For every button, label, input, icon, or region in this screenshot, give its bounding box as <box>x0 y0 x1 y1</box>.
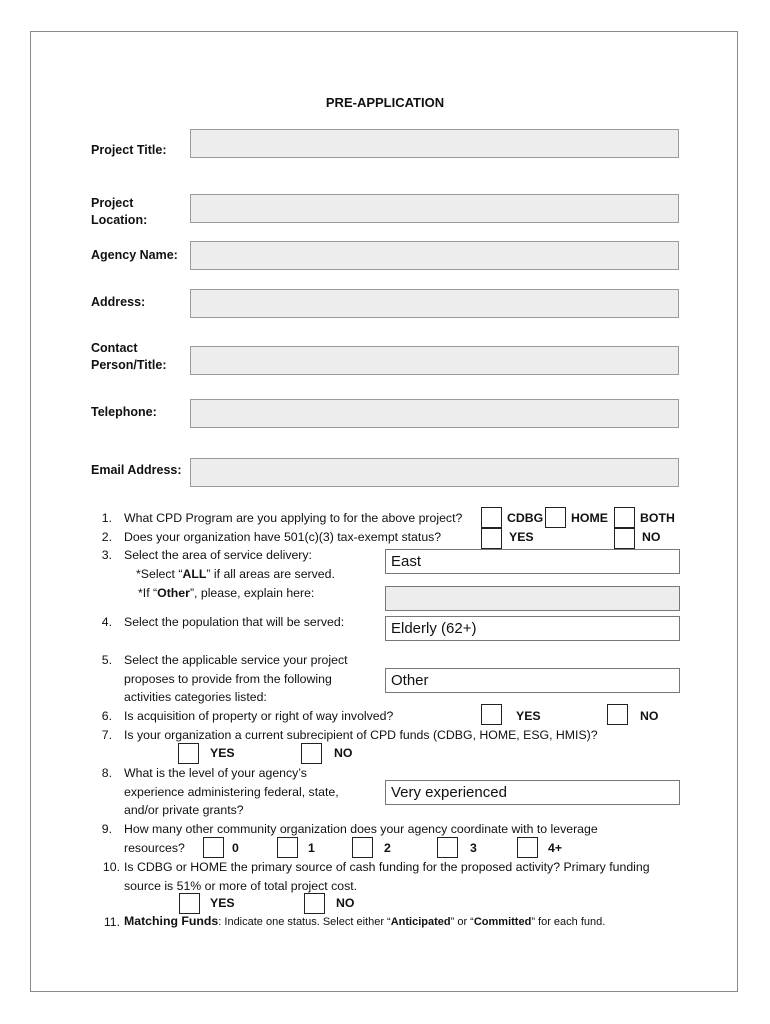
q2-yes-label: YES <box>509 530 534 544</box>
q9-option-3-checkbox[interactable] <box>437 837 458 858</box>
agency-name-input[interactable] <box>190 241 679 270</box>
page-title: PRE-APPLICATION <box>325 95 445 110</box>
q4-text: Select the population that will be served: <box>124 615 345 629</box>
project-title-input[interactable] <box>190 129 679 158</box>
q2-yes-checkbox[interactable] <box>481 528 502 549</box>
q6-number: 6. <box>101 709 112 723</box>
q9-option-0-checkbox[interactable] <box>203 837 224 858</box>
q9-text: How many other community organization does your agency coordinate with to leverage resources? <box>124 822 598 855</box>
q5-number: 5. <box>101 653 112 667</box>
email-label: Email Address: <box>91 463 182 477</box>
project-location-input[interactable] <box>190 194 679 223</box>
q5-text: Select the applicable service your project proposes to provide from the following activities categories listed: <box>124 653 348 704</box>
q10-no-checkbox[interactable] <box>304 893 325 914</box>
q6-no-label: NO <box>640 709 659 723</box>
address-input[interactable] <box>190 289 679 318</box>
q10-no-label: NO <box>336 896 355 910</box>
service-area-dropdown[interactable]: East <box>385 549 680 574</box>
q3-number: 3. <box>101 548 112 562</box>
q9-option-2-checkbox[interactable] <box>352 837 373 858</box>
q2-number: 2. <box>101 530 112 544</box>
q9-option-4plus-label: 4+ <box>548 841 563 855</box>
q1-number: 1. <box>101 511 112 525</box>
q9-option-2-label: 2 <box>384 841 391 855</box>
q9-option-3-label: 3 <box>470 841 477 855</box>
q3-note-other: *If “Other”, please, explain here: <box>138 586 315 600</box>
q6-yes-label: YES <box>516 709 541 723</box>
contact-person-input[interactable] <box>190 346 679 375</box>
address-label: Address: <box>91 295 146 309</box>
q10-number: 10. <box>102 860 120 874</box>
q11-text: Matching Funds: Indicate one status. Select either “Anticipated” or “Committed” for each fund. <box>124 914 606 928</box>
q1-cdbg-label: CDBG <box>507 511 544 525</box>
q7-no-label: NO <box>334 746 353 760</box>
q7-yes-label: YES <box>210 746 235 760</box>
other-area-explain-input[interactable] <box>385 586 680 611</box>
q1-text: What CPD Program are you applying to for the above project? <box>124 511 463 525</box>
q1-both-label: BOTH <box>640 511 675 525</box>
q10-yes-checkbox[interactable] <box>179 893 200 914</box>
q9-number: 9. <box>101 822 112 836</box>
q7-no-checkbox[interactable] <box>301 743 322 764</box>
telephone-label: Telephone: <box>91 405 157 419</box>
service-activity-dropdown[interactable]: Other <box>385 668 680 693</box>
q7-text: Is your organization a current subrecipient of CPD funds (CDBG, HOME, ESG, HMIS)? <box>124 728 598 742</box>
contact-person-label: Contact Person/Title: <box>91 341 167 372</box>
experience-dropdown[interactable]: Very experienced <box>385 780 680 805</box>
project-title-label: Project Title: <box>91 143 167 157</box>
q1-cdbg-checkbox[interactable] <box>481 507 502 528</box>
q9-option-1-checkbox[interactable] <box>277 837 298 858</box>
q4-number: 4. <box>101 615 112 629</box>
q3-note-all: *Select “ALL” if all areas are served. <box>136 567 335 581</box>
q8-text: What is the level of your agency’s experience administering federal, state, and/or private grants? <box>124 766 339 817</box>
q8-number: 8. <box>101 766 112 780</box>
agency-name-label: Agency Name: <box>91 248 178 262</box>
email-input[interactable] <box>190 458 679 487</box>
q10-text: Is CDBG or HOME the primary source of cash funding for the proposed activity? Primary funding source is 51% or more of total project cost. <box>124 860 650 893</box>
q9-option-1-label: 1 <box>308 841 315 855</box>
q2-text: Does your organization have 501(c)(3) tax-exempt status? <box>124 530 442 544</box>
q9-option-0-label: 0 <box>232 841 239 855</box>
population-dropdown[interactable]: Elderly (62+) <box>385 616 680 641</box>
q1-both-checkbox[interactable] <box>614 507 635 528</box>
q11-number: 11. <box>103 915 120 929</box>
telephone-input[interactable] <box>190 399 679 428</box>
q7-yes-checkbox[interactable] <box>178 743 199 764</box>
project-location-label: Project Location: <box>91 196 148 227</box>
q1-home-checkbox[interactable] <box>545 507 566 528</box>
q6-yes-checkbox[interactable] <box>481 704 502 725</box>
q9-option-4plus-checkbox[interactable] <box>517 837 538 858</box>
q10-yes-label: YES <box>210 896 235 910</box>
q7-number: 7. <box>101 728 112 742</box>
q2-no-label: NO <box>642 530 661 544</box>
q1-home-label: HOME <box>571 511 608 525</box>
q6-text: Is acquisition of property or right of way involved? <box>124 709 394 723</box>
q3-text: Select the area of service delivery: <box>124 548 312 562</box>
q6-no-checkbox[interactable] <box>607 704 628 725</box>
q2-no-checkbox[interactable] <box>614 528 635 549</box>
